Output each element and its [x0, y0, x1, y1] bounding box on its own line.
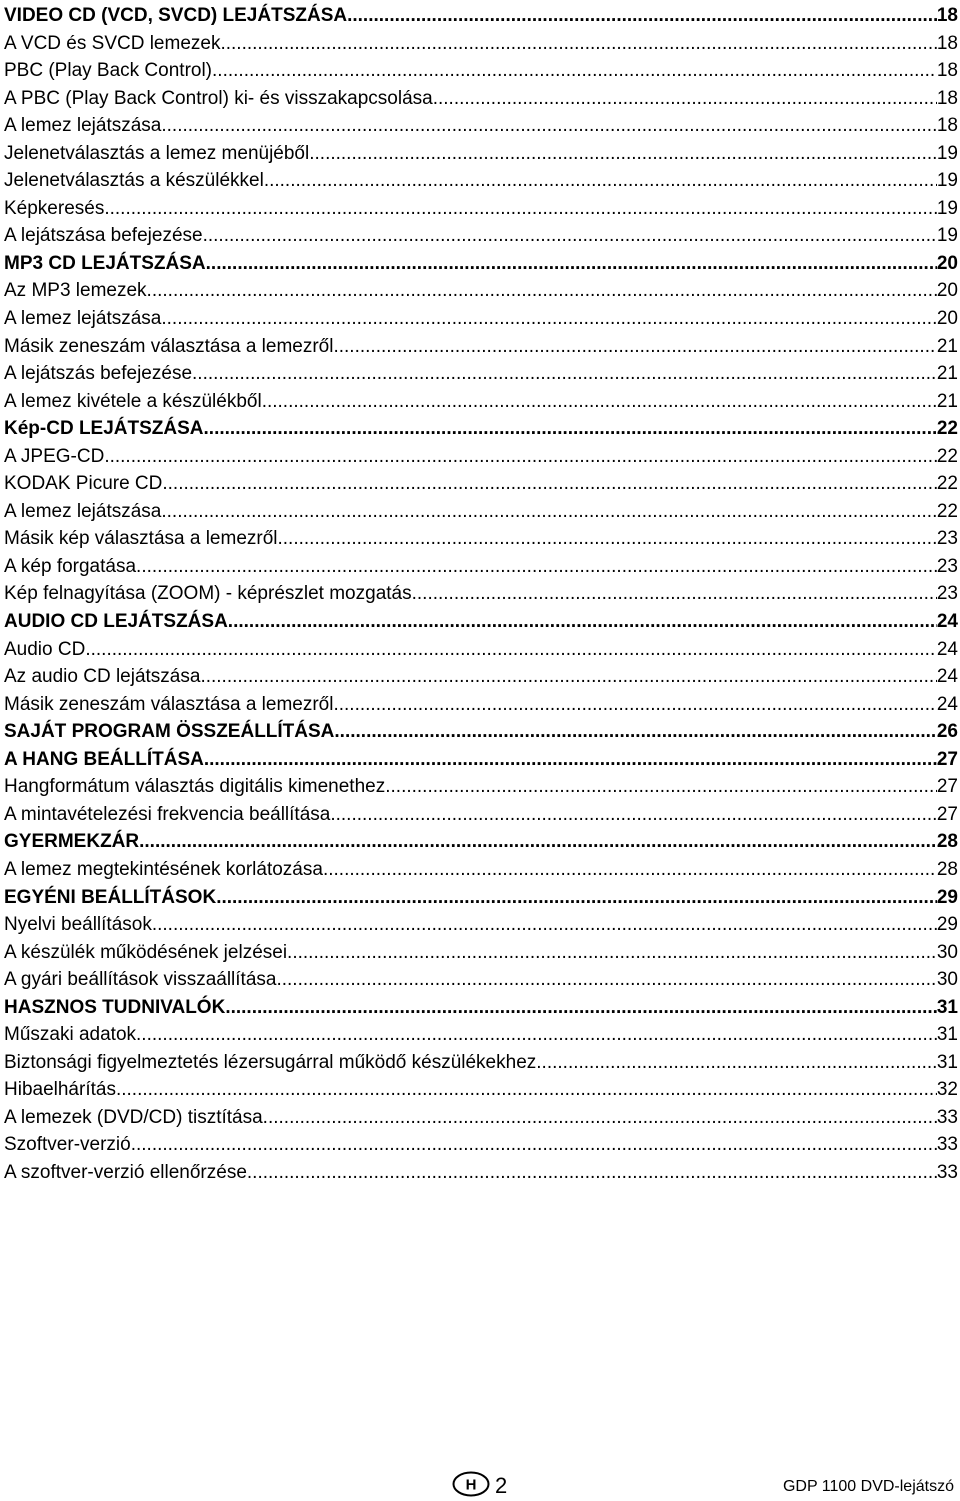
dot-leader — [206, 250, 937, 278]
dot-leader — [161, 498, 937, 526]
toc-entry-page: 30 — [936, 941, 958, 963]
toc-entry-title: A lemez lejátszása — [4, 500, 162, 522]
toc-entry — [4, 525, 958, 553]
toc-entry-page: 27 — [936, 803, 958, 825]
toc-entry-title: GYERMEKZÁR — [4, 831, 140, 853]
toc-entry-page: 18 — [936, 115, 958, 137]
toc-entry-page: 24 — [936, 666, 958, 688]
toc-entry-page: 22 — [936, 473, 958, 495]
toc-entry-title: Hibaelhárítás — [4, 1079, 116, 1101]
dot-leader — [139, 828, 937, 856]
dot-leader — [161, 305, 937, 333]
toc-entry-page: 28 — [936, 858, 958, 880]
toc-entry-title: Audio CD — [4, 638, 86, 660]
toc-entry-page: 19 — [936, 197, 958, 219]
toc-entry-page: 22 — [936, 500, 958, 522]
toc-entry — [4, 415, 958, 443]
toc-entry — [4, 608, 958, 636]
toc-entry-title: PBC (Play Back Control) — [4, 60, 213, 82]
toc-entry — [4, 636, 958, 664]
toc-entry-page: 31 — [936, 996, 958, 1018]
toc-entry-page: 22 — [936, 445, 958, 467]
toc-entry — [4, 801, 958, 829]
dot-leader — [162, 470, 936, 498]
toc-entry-title: A lemez megtekintésének korlátozása — [4, 858, 323, 880]
toc-entry-page: 27 — [936, 748, 958, 770]
toc-entry — [4, 360, 958, 388]
logo-letter: H — [465, 1476, 477, 1494]
toc-entry-title: Képkeresés — [4, 197, 105, 219]
dot-leader — [200, 663, 936, 691]
toc-entry-page: 21 — [936, 363, 958, 385]
toc-entry-page: 32 — [936, 1079, 958, 1101]
toc-entry — [4, 1076, 958, 1104]
toc-entry-title: MP3 CD LEJÁTSZÁSA — [4, 252, 206, 274]
toc-entry-title: Nyelvi beállítások — [4, 914, 152, 936]
dot-leader — [136, 553, 937, 581]
toc-entry — [4, 30, 958, 58]
toc-entry-title: Szoftver-verzió — [4, 1134, 131, 1156]
toc-entry-title: KODAK Picure CD — [4, 473, 163, 495]
toc-entry-title: A lejátszás befejezése — [4, 363, 193, 385]
dot-leader — [216, 884, 937, 912]
dot-leader — [85, 636, 937, 664]
toc-entry — [4, 140, 958, 168]
dot-leader — [104, 195, 937, 223]
dot-leader — [161, 112, 937, 140]
toc-entry — [4, 1159, 958, 1187]
toc-entry — [4, 195, 958, 223]
dot-leader — [276, 966, 936, 994]
toc-entry-title: A lejátszása befejezése — [4, 225, 203, 247]
toc-entry-title: A kép forgatása — [4, 555, 137, 577]
toc-entry-title: Az audio CD lejátszása — [4, 666, 201, 688]
toc-entry-title: A VCD és SVCD lemezek — [4, 32, 221, 54]
toc-entry-page: 24 — [936, 693, 958, 715]
toc-entry — [4, 773, 958, 801]
dot-leader — [385, 773, 937, 801]
toc-entry-title: Hangformátum választás digitális kimenethez — [4, 776, 386, 798]
dot-leader — [333, 333, 936, 361]
dot-leader — [287, 939, 937, 967]
toc-entry — [4, 663, 958, 691]
toc-entry — [4, 856, 958, 884]
toc-entry-page: 18 — [936, 32, 958, 54]
toc-entry-page: 31 — [936, 1051, 958, 1073]
toc-entry — [4, 828, 958, 856]
toc-entry — [4, 222, 958, 250]
toc-entry — [4, 884, 958, 912]
toc-entry-page: 29 — [936, 914, 958, 936]
toc-entry-page: 22 — [936, 418, 958, 440]
toc-entry — [4, 112, 958, 140]
dot-leader — [131, 1131, 937, 1159]
toc-entry-title: A szoftver-verzió ellenőrzése — [4, 1161, 247, 1183]
toc-entry-page: 18 — [936, 5, 958, 26]
toc-entry — [4, 388, 958, 416]
toc-entry — [4, 443, 958, 471]
toc-entry-page: 18 — [936, 87, 958, 109]
dot-leader — [330, 801, 937, 829]
toc-entry-page: 24 — [936, 638, 958, 660]
toc-entry — [4, 994, 958, 1022]
dot-leader — [203, 222, 937, 250]
toc-entry-title: Jelenetválasztás a készülékkel — [4, 170, 264, 192]
toc-entry — [4, 1131, 958, 1159]
toc-entry-page: 21 — [936, 390, 958, 412]
toc-entry — [4, 553, 958, 581]
dot-leader — [204, 415, 937, 443]
toc-entry-page: 19 — [936, 170, 958, 192]
dot-leader — [192, 360, 937, 388]
toc-entry-page: 20 — [936, 308, 958, 330]
toc-entry — [4, 498, 958, 526]
toc-entry — [4, 250, 958, 278]
toc-entry — [4, 470, 958, 498]
toc-entry-page: 23 — [936, 583, 958, 605]
toc-entry-title: SAJÁT PROGRAM ÖSSZEÁLLÍTÁSA — [4, 721, 335, 743]
toc-entry-title: Másik zeneszám választása a lemezről — [4, 335, 334, 357]
toc-entry — [4, 1021, 958, 1049]
toc-entry — [4, 2, 958, 30]
toc-entry-page: 18 — [936, 60, 958, 82]
toc-entry-page: 23 — [936, 528, 958, 550]
toc-entry — [4, 966, 958, 994]
model-name: GDP 1100 DVD-lejátszó — [782, 1478, 954, 1495]
toc-entry — [4, 305, 958, 333]
toc-entry-page: 23 — [936, 555, 958, 577]
dot-leader — [212, 57, 937, 85]
toc-entry-title: EGYÉNI BEÁLLÍTÁSOK — [4, 886, 217, 908]
toc-entry-title: AUDIO CD LEJÁTSZÁSA — [4, 611, 228, 633]
toc-entry — [4, 1104, 958, 1132]
toc-entry-page: 33 — [936, 1134, 958, 1156]
toc-entry — [4, 580, 958, 608]
toc-entry — [4, 333, 958, 361]
dot-leader — [225, 994, 937, 1022]
toc-entry-page: 30 — [936, 969, 958, 991]
toc-entry-title: A készülék működésének jelzései — [4, 941, 288, 963]
toc-entry — [4, 939, 958, 967]
dot-leader — [333, 691, 936, 719]
toc-entry-title: Másik kép választása a lemezről — [4, 528, 278, 550]
toc-entry-page: 27 — [936, 776, 958, 798]
dot-leader — [104, 443, 937, 471]
dot-leader — [262, 388, 937, 416]
toc-entry-page: 19 — [936, 142, 958, 164]
dot-leader — [433, 85, 937, 113]
toc-entry-title: A PBC (Play Back Control) ki- és visszakapcsolása — [4, 87, 433, 109]
dot-leader — [220, 30, 936, 58]
toc-entry-page: 20 — [936, 280, 958, 302]
toc-entry-title: A lemez lejátszása — [4, 308, 162, 330]
dot-leader — [347, 2, 937, 30]
toc-entry-title: A lemez lejátszása — [4, 115, 162, 137]
toc-entry-page: 29 — [936, 886, 958, 908]
dot-leader — [309, 140, 937, 168]
toc-entry — [4, 691, 958, 719]
toc-entry — [4, 277, 958, 305]
toc-entry-title: Kép-CD LEJÁTSZÁSA — [4, 418, 204, 440]
toc-entry-title: A lemez kivétele a készülékből — [4, 390, 262, 412]
toc-entry-title: A mintavételezési frekvencia beállítása — [4, 803, 331, 825]
dot-leader — [263, 1104, 937, 1132]
toc-entry — [4, 167, 958, 195]
dot-leader — [412, 580, 937, 608]
dot-leader — [204, 746, 937, 774]
table-of-contents — [4, 2, 958, 1187]
toc-entry-page: 28 — [936, 831, 958, 853]
toc-entry-title: A lemezek (DVD/CD) tisztítása — [4, 1106, 263, 1128]
toc-entry-page: 21 — [936, 335, 958, 357]
toc-entry-title: Kép felnagyítása (ZOOM) - képrészlet mozgatás — [4, 583, 412, 605]
toc-entry-title: A HANG BEÁLLÍTÁSA — [4, 748, 204, 770]
dot-leader — [228, 608, 937, 636]
toc-entry-page: 33 — [936, 1161, 958, 1183]
toc-entry-title: Műszaki adatok — [4, 1024, 137, 1046]
toc-entry-title: Biztonsági figyelmeztetés lézersugárral működő készülékekhez — [4, 1051, 537, 1073]
toc-entry-title: VIDEO CD (VCD, SVCD) LEJÁTSZÁSA — [4, 5, 348, 26]
dot-leader — [334, 718, 936, 746]
toc-entry-title: Jelenetválasztás a lemez menüjéből — [4, 142, 310, 164]
toc-entry — [4, 911, 958, 939]
page-number: 2 — [495, 1473, 508, 1498]
toc-entry-page: 26 — [936, 721, 958, 743]
toc-entry-title: A JPEG-CD — [4, 445, 105, 467]
hungary-language-logo-icon — [452, 1471, 490, 1497]
dot-leader — [147, 277, 937, 305]
toc-entry-page: 33 — [936, 1106, 958, 1128]
dot-leader — [536, 1049, 937, 1077]
dot-leader — [152, 911, 937, 939]
dot-leader — [323, 856, 937, 884]
dot-leader — [264, 167, 937, 195]
toc-entry-page: 19 — [936, 225, 958, 247]
dot-leader — [278, 525, 937, 553]
dot-leader — [136, 1021, 937, 1049]
toc-entry-page: 20 — [936, 252, 958, 274]
toc-entry-title: HASZNOS TUDNIVALÓK — [4, 996, 226, 1018]
toc-entry — [4, 85, 958, 113]
toc-entry-page: 31 — [936, 1024, 958, 1046]
toc-entry — [4, 57, 958, 85]
dot-leader — [116, 1076, 937, 1104]
dot-leader — [247, 1159, 937, 1187]
toc-entry-title: A gyári beállítások visszaállítása — [4, 969, 277, 991]
toc-entry-page: 24 — [936, 611, 958, 633]
toc-entry-title: Az MP3 lemezek — [4, 280, 147, 302]
toc-entry — [4, 746, 958, 774]
toc-entry — [4, 718, 958, 746]
toc-entry-title: Másik zeneszám választása a lemezről — [4, 693, 334, 715]
toc-entry — [4, 1049, 958, 1077]
